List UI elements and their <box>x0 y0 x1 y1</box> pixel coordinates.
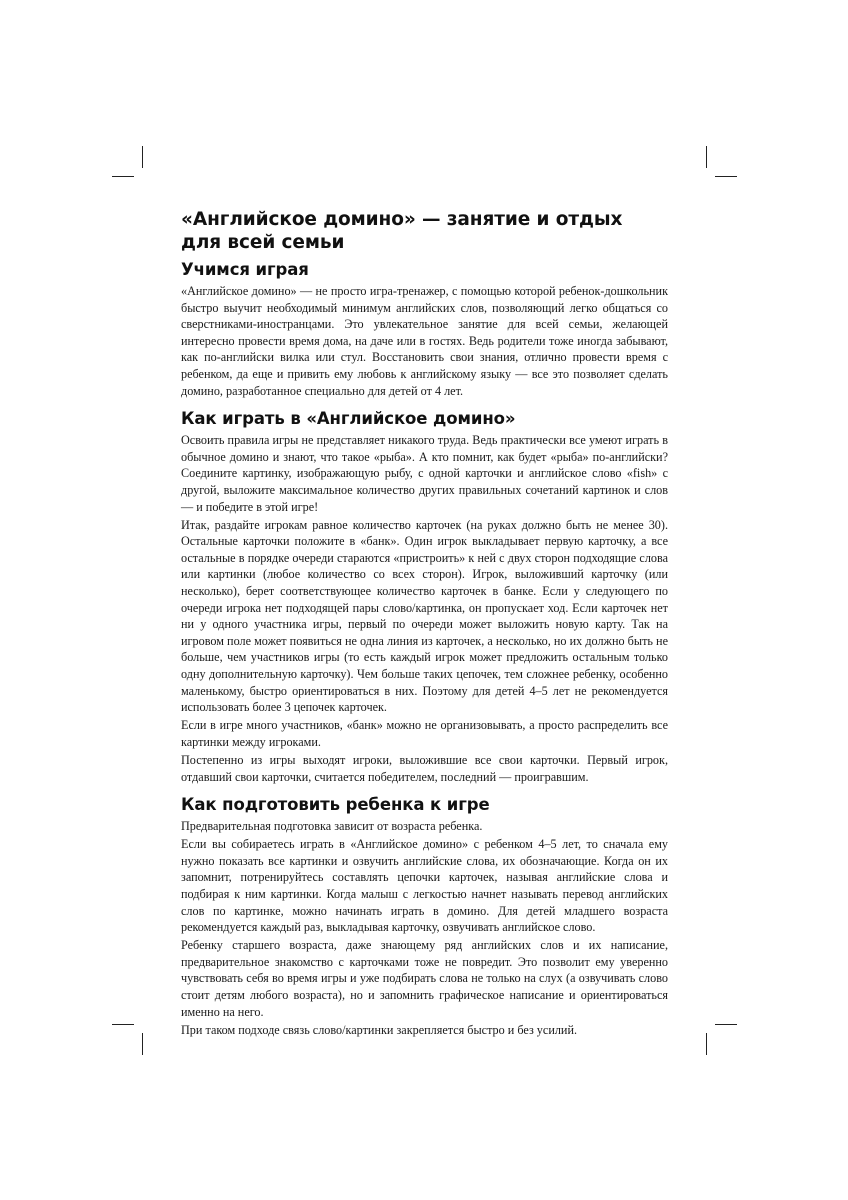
crop-mark-top-left-v <box>142 146 143 168</box>
paragraph: Ребенку старшего возраста, даже знающему ряд английских слов и их написание, предварительное знакомство с карточками тоже не повредит. Это позволит ему уверенно чувствовать себя во время игры и уже подбирать слова не только на слух (а озвучивать слово стоит детям любого возраста), но и запомнить графическое написание и ориентироваться именно на него. <box>181 938 668 1019</box>
section-learning-by-playing <box>181 260 668 399</box>
section-heading: Учимся играя <box>181 260 309 279</box>
section-how-to-play <box>181 409 668 785</box>
paragraph: Предварительная подготовка зависит от возраста ребенка. <box>181 819 483 834</box>
paragraph: Итак, раздайте игрокам равное количество карточек (на руках должно быть не менее 30). Остальные карточки положите в «банк». Один игрок выкладывает первую карточку, а все остальные в порядке очереди стараются «пристроить» к ней с двух сторон подходящие слова или картинки (любое количество со всех сторон). Игрок, выложивший карточку (или несколько), берет соответствующее количество карточек в банке. Если у следующего по очереди игрока нет подходящей пары слово/картинка, он пропускает ход. Если карточек нет ни у одного участника игры, первый по очереди может выложить новую карту. Так на игровом поле может появиться не одна линия из карточек, а несколько, но их должно быть не больше, чем участников игры (то есть каждый игрок может предложить остальным только одну дополнительную карточку). Чем больше таких цепочек, тем сложнее ребенку, особенно маленькому, быстро ориентироваться в них. Поэтому для детей 4–5 лет не рекомендуется использовать более 3 цепочек карточек. <box>181 517 668 715</box>
section-heading: Как подготовить ребенка к игре <box>181 795 490 815</box>
article-title <box>181 208 668 254</box>
crop-mark-top-left-h <box>112 176 134 177</box>
title-line-2: для всей семьи <box>181 232 345 253</box>
section-heading: Как играть в «Английское домино» <box>181 409 516 429</box>
paragraph: При таком подходе связь слово/картинки закрепляется быстро и без усилий. <box>181 1022 578 1037</box>
paragraph: Освоить правила игры не представляет никакого труда. Ведь практически все умеют играть в обычное домино и знают, что такое «рыба». А кто помнит, как будет «рыба» по-английски? Соедините картинку, изображающую рыбу, с одной карточки и английское слово «fish» с другой, выложите максимальное количество других правильных сочетаний картинок и слов — и победите в этой игре! <box>181 433 668 514</box>
crop-mark-bottom-left-h <box>112 1024 134 1025</box>
crop-mark-top-right-h <box>715 176 737 177</box>
paragraph: Если вы собираетесь играть в «Английское домино» с ребенком 4–5 лет, то сначала ему нужно показать все картинки и озвучить английские слова, их обозначающие. Когда он их запомнит, потренируйтесь составлять цепочки карточек, называя английские слова и подбирая к ним картинки. Когда малыш с легкостью начнет называть перевод английских слов по картинке, можно начинать играть в домино. Для детей младшего возраста рекомендуется каждый раз, выкладывая карточку, озвучивать английское слово. <box>181 837 668 935</box>
title-line-1: «Английское домино» — занятие и отдых <box>181 209 623 230</box>
crop-mark-bottom-right-h <box>715 1024 737 1025</box>
crop-mark-bottom-left-v <box>142 1033 143 1055</box>
section-how-to-prepare-child <box>181 795 668 1038</box>
article <box>181 208 668 1040</box>
paragraph: Если в игре много участников, «банк» можно не организовывать, а просто распределить все картинки между игроками. <box>181 718 668 749</box>
crop-mark-top-right-v <box>706 146 707 168</box>
crop-mark-bottom-right-v <box>706 1033 707 1055</box>
paragraph: «Английское домино» — не просто игра-тренажер, с помощью которой ребенок-дошкольник быстро выучит необходимый минимум английских слов, позволяющий легко общаться со сверстниками-иностранцами. Это увлекательное занятие для всей семьи, желающей интересно провести время дома, на даче или в гостях. Ведь родители тоже иногда забывают, как по-английски вилка или стул. Восстановить свои знания, отлично провести время с ребенком, да еще и привить ему любовь к английскому языку — все это позволяет сделать домино, разработанное специально для детей от 4 лет. <box>181 284 668 398</box>
paragraph: Постепенно из игры выходят игроки, выложившие все свои карточки. Первый игрок, отдавший свои карточки, считается победителем, последний — проигравшим. <box>181 752 668 784</box>
